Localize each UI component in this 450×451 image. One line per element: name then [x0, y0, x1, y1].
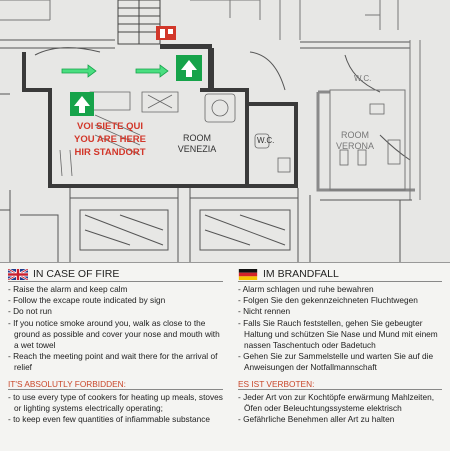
you-are-here-line: YOU ARE HERE: [74, 134, 146, 145]
exit-sign-icon: [176, 55, 202, 81]
room-label-venezia: [172, 133, 222, 155]
you-are-here-line: HIR STANDORT: [74, 147, 146, 158]
forbidden-item: - to keep even few quantities of infiammable substance: [8, 414, 211, 425]
instruction-item: - If you notice smoke around you, walk as close to the ground as possible and cover your nose and mouth with a wet towel: [8, 317, 220, 351]
room-label-line: ROOM: [183, 133, 211, 143]
instruction-item: - Raise the alarm and keep calm: [8, 284, 128, 294]
english-column: [8, 267, 223, 425]
instruction-item: - Nicht rennen: [238, 306, 291, 317]
forbidden-item: - Jeder Art von zur Kochtöpfe erwärmung Mahlzeiten, Öfen oder Beleuchtungssysteme elektrisch: [238, 391, 434, 413]
english-forbidden-list: [8, 392, 223, 426]
german-heading-text: IM BRANDFALL: [263, 268, 339, 280]
fire-instructions-panel: [0, 262, 450, 451]
exit-sign-icon: [70, 92, 94, 116]
room-label-line: ROOM: [341, 130, 369, 140]
room-label-line: VERONA: [335, 141, 374, 151]
divider: [238, 281, 442, 282]
divider: [238, 389, 442, 390]
forbidden-item: - Gefährliche Benehmen aller Art zu halten: [238, 414, 395, 425]
instruction-item: - Folgen Sie den gekennzeichneten Fluchtwegen: [238, 295, 418, 306]
room-label-verona: [330, 130, 380, 152]
english-heading-text: IN CASE OF FIRE: [33, 268, 120, 280]
english-heading: [8, 267, 223, 281]
german-forbidden-list: [238, 392, 442, 426]
wc-label: W.C.: [354, 74, 372, 83]
english-forbidden-title: IT'S ABSOLUTLY FORBIDDEN:: [8, 378, 126, 389]
wc-label: W.C.: [257, 136, 275, 145]
german-flag-icon: [238, 269, 258, 280]
you-are-here-marker: [68, 120, 152, 159]
instruction-item: - Do not run: [8, 306, 52, 317]
divider: [8, 389, 223, 390]
english-instructions-list: [8, 284, 223, 374]
instruction-item: - Reach the meeting point and wait there for the arrival of relief: [8, 351, 218, 373]
german-instructions-list: [238, 284, 442, 374]
instruction-item: - Gehen Sie zur Sammelstelle und warten Sie auf die Anweisungen der Notfallmannschaft: [238, 351, 434, 373]
german-column: [238, 267, 442, 425]
fire-extinguisher-sign-icon: [156, 26, 176, 40]
you-are-here-line: VOI SIETE QUI: [77, 121, 143, 132]
german-forbidden-title: ES IST VERBOTEN:: [238, 378, 315, 389]
german-heading: [238, 267, 442, 281]
instruction-item: - Follow the excape route indicated by sign: [8, 295, 166, 306]
room-label-line: VENEZIA: [177, 144, 217, 154]
instruction-item: - Alarm schlagen und ruhe bewahren: [238, 284, 374, 294]
forbidden-item: - to use every type of cookers for heating up meals, stoves or lighting systems electrically operating;: [8, 391, 223, 413]
divider: [8, 281, 223, 282]
uk-flag-icon: [8, 269, 28, 280]
instruction-item: - Falls Sie Rauch feststellen, gehen Sie gebeugter Haltung und schützen Sie Nase und Mund mit einem nassen Taschentuch oder Badetuch: [238, 317, 438, 351]
